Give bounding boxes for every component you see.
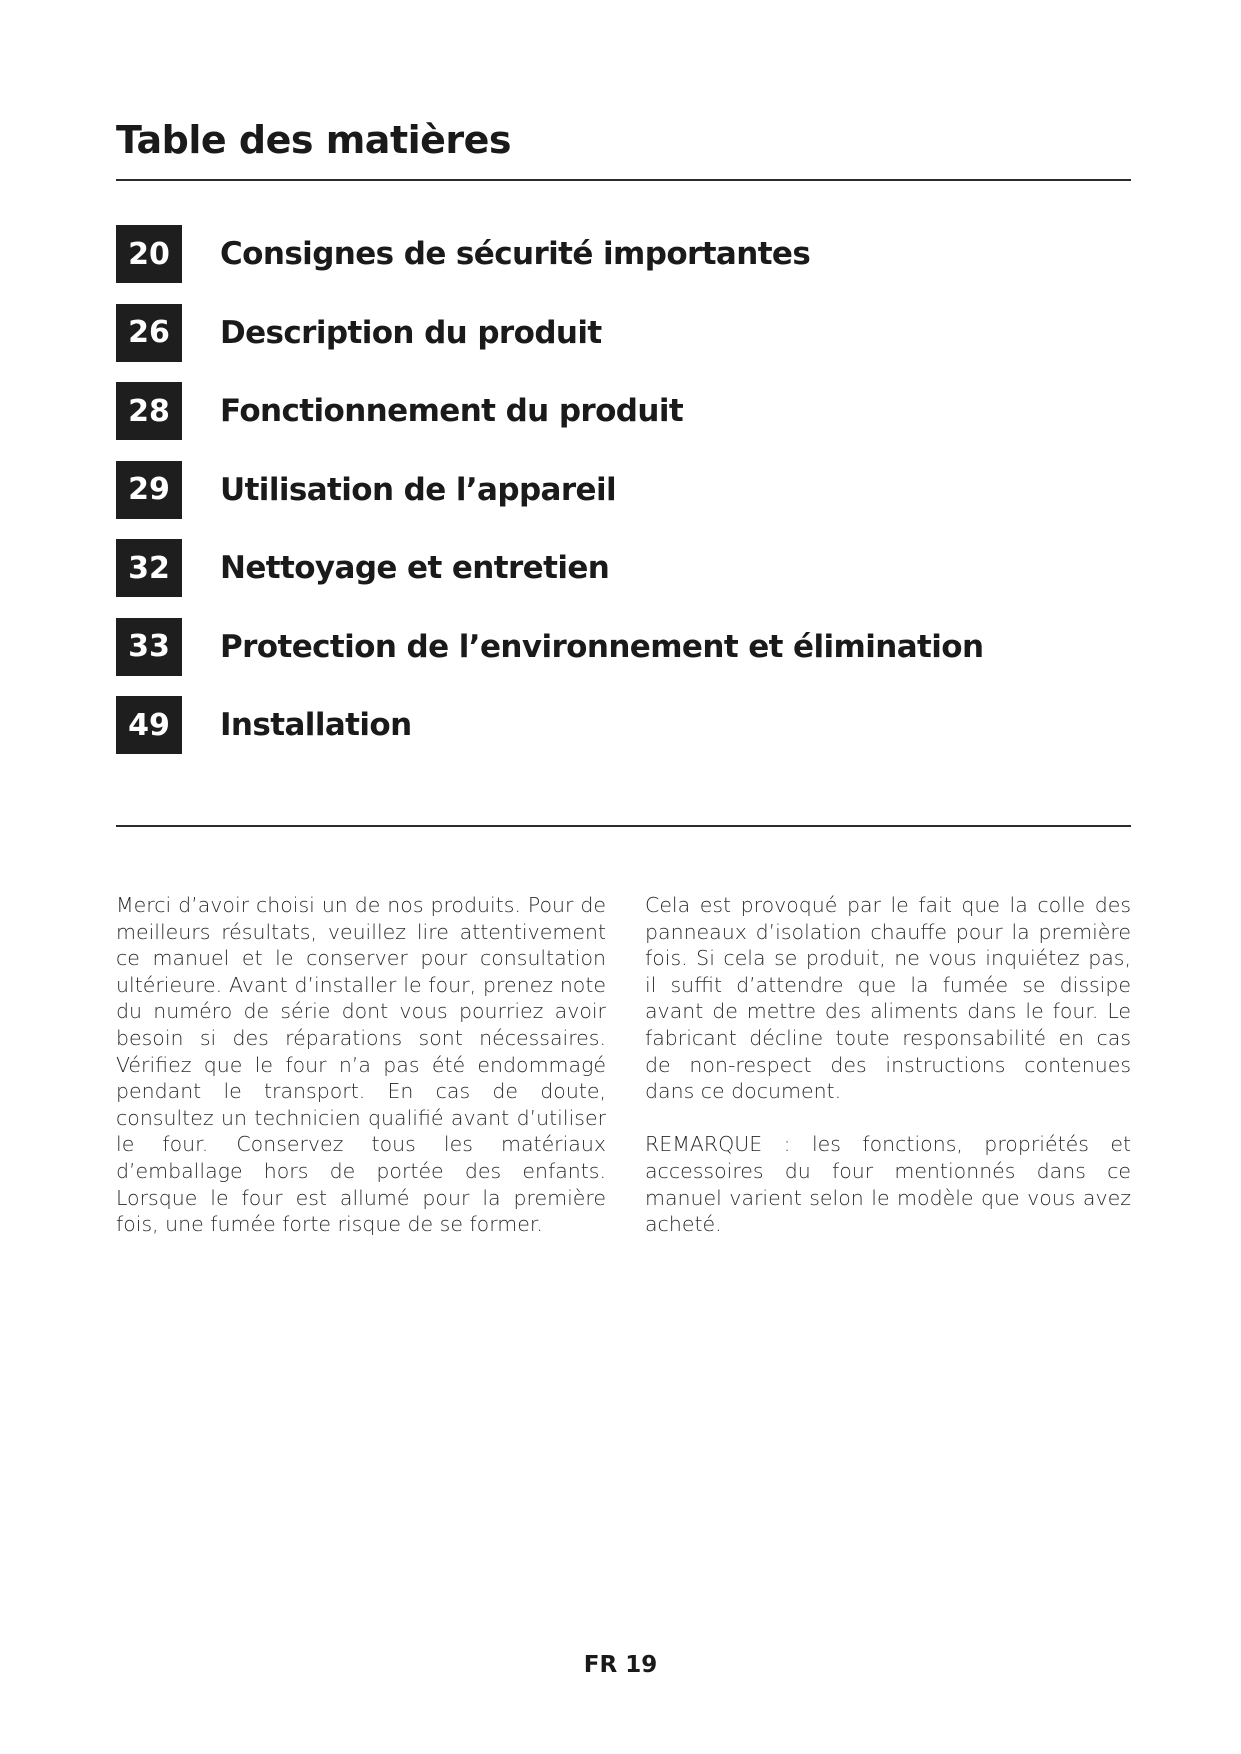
toc-item-environment[interactable]: [116, 618, 1131, 676]
toc-label: Nettoyage et entretien: [220, 550, 610, 586]
toc-page-number: 49: [116, 696, 182, 754]
toc-label: Utilisation de l’appareil: [220, 471, 617, 508]
note-paragraph: REMARQUE : les fonctions, propriétés et accessoires du four mentionnés dans ce manuel varient selon le modèle que vous avez acheté.: [645, 1132, 1131, 1237]
toc-page-number: 28: [116, 382, 182, 440]
toc-page-number: 26: [116, 304, 182, 362]
toc-item-installation[interactable]: [116, 696, 1131, 754]
toc-item-safety[interactable]: [116, 225, 1131, 283]
toc-page-number: 32: [116, 539, 182, 597]
toc-label: Fonctionnement du produit: [220, 393, 684, 429]
section-divider: [116, 825, 1131, 827]
title-divider: [116, 179, 1131, 181]
toc-item-description[interactable]: [116, 304, 1131, 362]
toc-item-operation[interactable]: [116, 382, 1131, 440]
toc-label: Consignes de sécurité importantes: [220, 236, 811, 272]
page-title: Table des matières: [116, 118, 512, 162]
intro-paragraph: Merci d’avoir choisi un de nos produits. Pour de meilleurs résultats, veuillez lire attentivement ce manuel et le conserver pour consultation ultérieure. Avant d’installer le four, prenez note du numéro de série dont vous pourriez avoir besoin si des réparations sont nécessaires. Vérifiez que le four n’a pas été endommagé pendant le transport. En cas de doute, consultez un technicien qualifié avant d’utiliser le four. Conservez tous les matériaux d’emballage hors de portée des enfants. Lorsque le four est allumé pour la première fois, une fumée forte risque de se former.: [116, 893, 606, 1237]
intro-paragraph: Cela est provoqué par le fait que la colle des panneaux d’isolation chauffe pour la première fois. Si cela se produit, ne vous inquiétez pas, il suffit d’attendre que la fumée se dissipe avant de mettre des aliments dans le four. Le fabricant décline toute responsabilité en cas de non-respect des instructions contenues dans ce document.: [645, 893, 1131, 1104]
toc-page-number: 29: [116, 461, 182, 519]
toc-item-cleaning[interactable]: [116, 539, 1131, 597]
toc-page-number: 20: [116, 225, 182, 283]
toc-item-usage[interactable]: [116, 461, 1131, 519]
intro-right-column: [645, 892, 1131, 1238]
intro-left-column: [116, 892, 606, 1238]
page-number-footer: FR 19: [583, 1652, 658, 1678]
table-of-contents: [116, 225, 1131, 775]
toc-label: Installation: [220, 707, 412, 743]
toc-label: Protection de l’environnement et élimination: [220, 628, 984, 665]
toc-label: Description du produit: [220, 314, 602, 351]
toc-page-number: 33: [116, 618, 182, 676]
